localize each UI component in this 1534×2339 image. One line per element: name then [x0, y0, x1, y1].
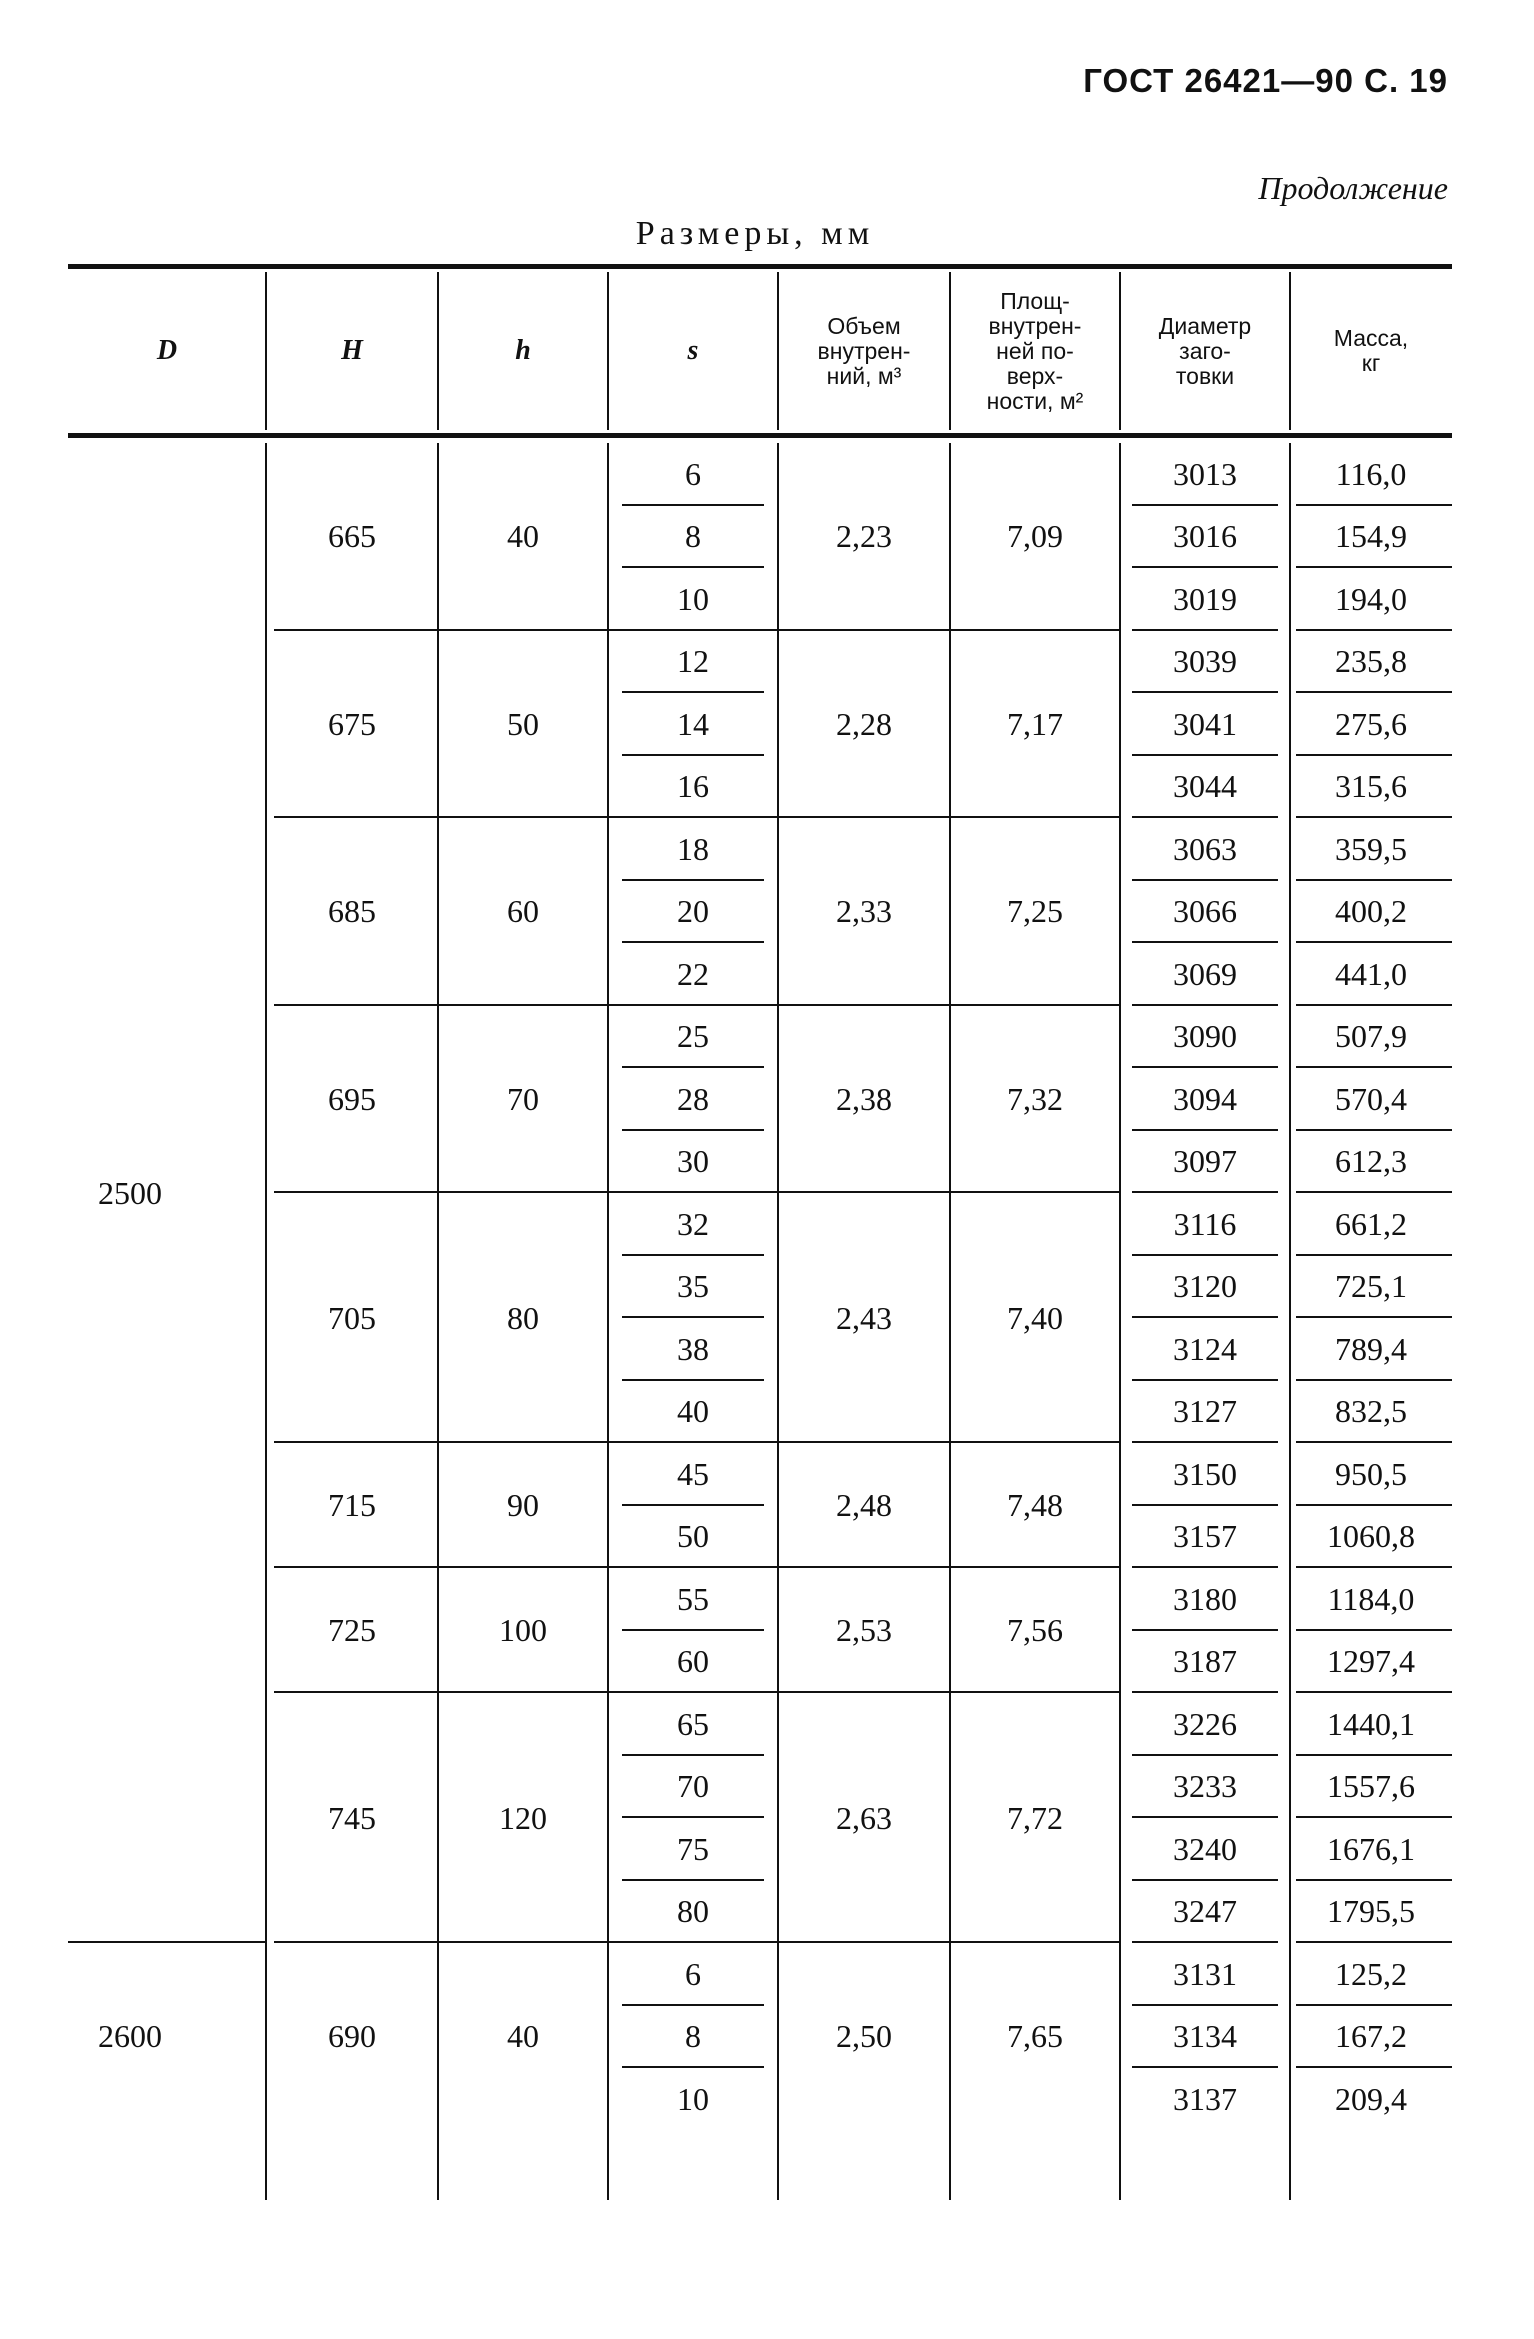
cell-h: 40 — [507, 2018, 539, 2055]
cell-mass: 725,1 — [1335, 1268, 1407, 1305]
cell-mass: 507,9 — [1335, 1018, 1407, 1055]
header-bottom-rule — [68, 433, 1452, 438]
cell-mass: 1557,6 — [1327, 1768, 1415, 1805]
cell-blank-diameter: 3044 — [1173, 768, 1237, 805]
cell-volume: 2,63 — [836, 1799, 892, 1836]
cell-volume: 2,38 — [836, 1080, 892, 1117]
column-header-label: Диаметр заго- товки — [1158, 312, 1252, 389]
cell-s: 6 — [685, 455, 701, 492]
cell-blank-diameter: 3090 — [1173, 1018, 1237, 1055]
cell-blank-diameter: 3120 — [1173, 1268, 1237, 1305]
cell-s: 8 — [685, 2018, 701, 2055]
cell-area: 7,72 — [1007, 1799, 1063, 1836]
cell-mass: 1795,5 — [1327, 1893, 1415, 1930]
cell-mass: 235,8 — [1335, 643, 1407, 680]
column-separator — [949, 272, 951, 430]
cell-mass: 209,4 — [1335, 2080, 1407, 2117]
continuation-label: Продолжение — [1258, 170, 1448, 206]
cell-H: 715 — [328, 1487, 376, 1523]
cell-h: 100 — [499, 1612, 547, 1648]
cell-H: 690 — [328, 2018, 376, 2055]
cell-blank-diameter: 3039 — [1173, 643, 1237, 680]
cell-H: 665 — [328, 518, 376, 555]
cell-mass: 400,2 — [1335, 893, 1407, 930]
cell-blank-diameter: 3233 — [1173, 1768, 1237, 1805]
cell-s: 38 — [677, 1330, 709, 1367]
column-header-volume — [778, 272, 950, 430]
cell-D: 2500 — [98, 1174, 162, 1211]
cell-s: 65 — [677, 1705, 709, 1742]
cell-s: 75 — [677, 1830, 709, 1867]
cell-mass: 194,0 — [1335, 580, 1407, 617]
cell-H: 705 — [328, 1299, 376, 1336]
cell-mass: 789,4 — [1335, 1330, 1407, 1367]
cell-D: 2600 — [98, 2018, 162, 2055]
column-header-label: h — [515, 335, 531, 366]
cell-s: 80 — [677, 1893, 709, 1930]
column-header-mass — [1290, 272, 1452, 430]
cell-volume: 2,33 — [836, 893, 892, 930]
cell-H: 685 — [328, 893, 376, 930]
cell-mass: 832,5 — [1335, 1393, 1407, 1430]
cell-s: 18 — [677, 830, 709, 867]
cell-blank-diameter: 3226 — [1173, 1705, 1237, 1742]
cell-s: 20 — [677, 893, 709, 930]
cell-area: 7,48 — [1007, 1487, 1063, 1523]
cell-blank-diameter: 3116 — [1173, 1205, 1237, 1242]
column-separator — [437, 272, 439, 430]
cell-h: 60 — [507, 893, 539, 930]
column-header-label: Площ- внутрен- ней по- верх- ности, м² — [986, 287, 1084, 414]
cell-s: 10 — [677, 580, 709, 617]
cell-mass: 1060,8 — [1327, 1518, 1415, 1555]
cell-area: 7,56 — [1007, 1612, 1063, 1648]
cell-s: 16 — [677, 768, 709, 805]
cell-blank-diameter: 3134 — [1173, 2018, 1237, 2055]
cell-blank-diameter: 3247 — [1173, 1893, 1237, 1930]
cell-mass: 359,5 — [1335, 830, 1407, 867]
cell-blank-diameter: 3124 — [1173, 1330, 1237, 1367]
cell-blank-diameter: 3019 — [1173, 580, 1237, 617]
cell-blank-diameter: 3240 — [1173, 1830, 1237, 1867]
column-header-label: D — [156, 335, 178, 366]
cell-mass: 167,2 — [1335, 2018, 1407, 2055]
cell-s: 6 — [685, 1955, 701, 1992]
cell-area: 7,65 — [1007, 2018, 1063, 2055]
cell-mass: 1297,4 — [1327, 1643, 1415, 1680]
cell-H: 695 — [328, 1080, 376, 1117]
cell-H: 725 — [328, 1612, 376, 1648]
cell-h: 120 — [499, 1799, 547, 1836]
cell-blank-diameter: 3127 — [1173, 1393, 1237, 1430]
cell-area: 7,17 — [1007, 705, 1063, 742]
cell-blank-diameter: 3041 — [1173, 705, 1237, 742]
cell-blank-diameter: 3157 — [1173, 1518, 1237, 1555]
table-top-rule — [68, 264, 1452, 269]
cell-area: 7,40 — [1007, 1299, 1063, 1336]
cell-mass: 1676,1 — [1327, 1830, 1415, 1867]
cell-h: 80 — [507, 1299, 539, 1336]
table-caption: Размеры, мм — [635, 215, 875, 252]
column-header-H — [266, 272, 438, 430]
cell-s: 40 — [677, 1393, 709, 1430]
cell-blank-diameter: 3097 — [1173, 1143, 1237, 1180]
cell-s: 50 — [677, 1518, 709, 1555]
cell-blank-diameter: 3016 — [1173, 518, 1237, 555]
cell-volume: 2,43 — [836, 1299, 892, 1336]
cell-volume: 2,28 — [836, 705, 892, 742]
cell-s: 30 — [677, 1143, 709, 1180]
column-separator — [1289, 272, 1291, 430]
column-header-D — [68, 272, 266, 430]
cell-mass: 154,9 — [1335, 518, 1407, 555]
column-header-area — [950, 272, 1120, 430]
column-header-s — [608, 272, 778, 430]
cell-h: 70 — [507, 1080, 539, 1117]
cell-blank-diameter: 3137 — [1173, 2080, 1237, 2117]
cell-mass: 1440,1 — [1327, 1705, 1415, 1742]
cell-blank-diameter: 3094 — [1173, 1080, 1237, 1117]
cell-s: 12 — [677, 643, 709, 680]
cell-volume: 2,53 — [836, 1612, 892, 1648]
cell-h: 90 — [507, 1487, 539, 1523]
cell-mass: 441,0 — [1335, 955, 1407, 992]
cell-H: 745 — [328, 1799, 376, 1836]
cell-s: 32 — [677, 1205, 709, 1242]
column-header-blank — [1120, 272, 1290, 430]
cell-s: 55 — [677, 1580, 709, 1617]
cell-area: 7,32 — [1007, 1080, 1063, 1117]
cell-volume: 2,23 — [836, 518, 892, 555]
column-header-label: Объем внутрен- ний, м³ — [817, 312, 911, 389]
cell-mass: 275,6 — [1335, 705, 1407, 742]
cell-mass: 116,0 — [1335, 455, 1407, 492]
cell-s: 45 — [677, 1455, 709, 1492]
column-header-label: s — [687, 335, 699, 366]
cell-blank-diameter: 3150 — [1173, 1455, 1237, 1492]
cell-volume: 2,48 — [836, 1487, 892, 1523]
cell-area: 7,25 — [1007, 893, 1063, 930]
cell-h: 40 — [507, 518, 539, 555]
page-header: ГОСТ 26421—90 С. 19 — [1083, 62, 1448, 99]
cell-blank-diameter: 3187 — [1173, 1643, 1237, 1680]
cell-s: 70 — [677, 1768, 709, 1805]
cell-s: 35 — [677, 1268, 709, 1305]
cell-h: 50 — [507, 705, 539, 742]
cell-H: 675 — [328, 705, 376, 742]
column-header-label: Масса, кг — [1333, 325, 1409, 376]
cell-mass: 661,2 — [1335, 1205, 1407, 1242]
cell-mass: 950,5 — [1335, 1455, 1407, 1492]
cell-blank-diameter: 3069 — [1173, 955, 1237, 992]
column-separator — [1119, 272, 1121, 430]
cell-s: 28 — [677, 1080, 709, 1117]
cell-blank-diameter: 3063 — [1173, 830, 1237, 867]
cell-area: 7,09 — [1007, 518, 1063, 555]
cell-mass: 125,2 — [1335, 1955, 1407, 1992]
cell-s: 25 — [677, 1018, 709, 1055]
cell-mass: 612,3 — [1335, 1143, 1407, 1180]
column-separator — [777, 272, 779, 430]
cell-blank-diameter: 3013 — [1173, 455, 1237, 492]
cell-blank-diameter: 3066 — [1173, 893, 1237, 930]
column-separator — [265, 272, 267, 430]
cell-s: 14 — [677, 705, 709, 742]
column-header-h — [438, 272, 608, 430]
cell-mass: 570,4 — [1335, 1080, 1407, 1117]
cell-s: 8 — [685, 518, 701, 555]
column-header-label: H — [341, 335, 363, 366]
cell-blank-diameter: 3180 — [1173, 1580, 1237, 1617]
column-separator — [607, 272, 609, 430]
cell-mass: 1184,0 — [1327, 1580, 1415, 1617]
cell-s: 22 — [677, 955, 709, 992]
cell-s: 60 — [677, 1643, 709, 1680]
cell-volume: 2,50 — [836, 2018, 892, 2055]
cell-blank-diameter: 3131 — [1173, 1955, 1237, 1992]
cell-mass: 315,6 — [1335, 768, 1407, 805]
cell-s: 10 — [677, 2080, 709, 2117]
